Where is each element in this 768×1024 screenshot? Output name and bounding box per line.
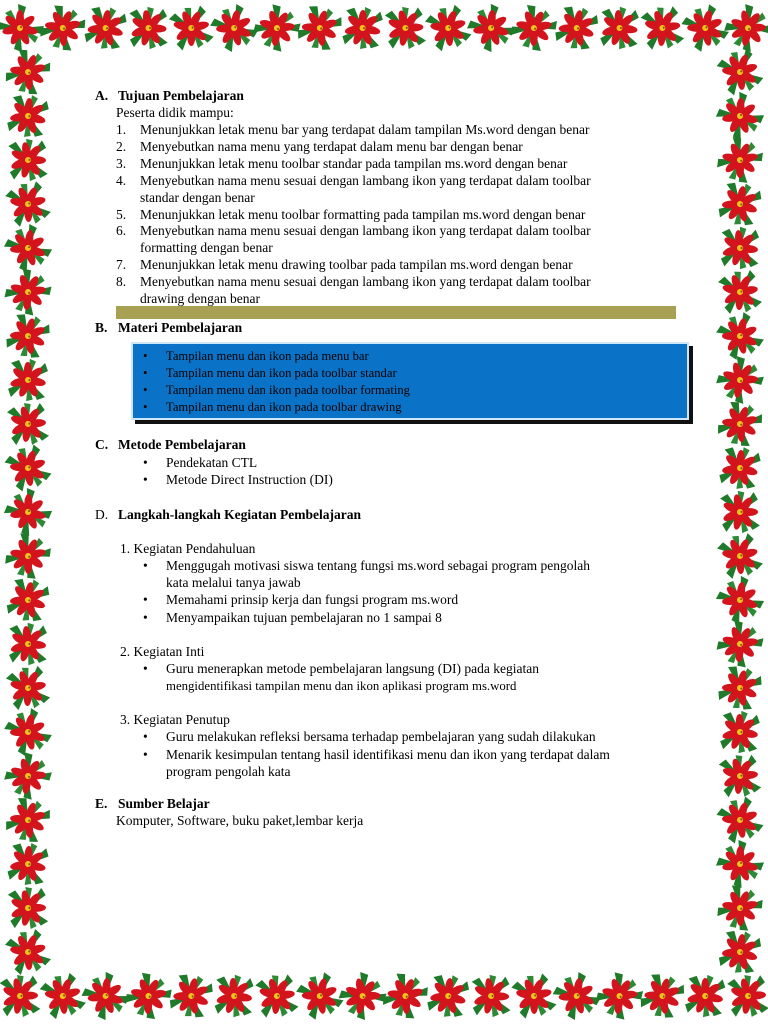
objective-number: 2. [116,138,127,154]
list-item-continued: mengidentifikasi tampilan menu dan ikon aplikasi program ms.word [166,679,517,693]
section-d-letter: D. [95,507,109,522]
objective-text: Menyebutkan nama menu yang terdapat dalam menu bar dengan benar [140,138,523,154]
objective-text-continued: standar dengan benar [140,189,255,205]
objective-text: Menyebutkan nama menu sesuai dengan lambang ikon yang terdapat dalam toolbar [140,274,591,290]
list-item: • Guru menerapkan metode pembelajaran langsung (DI) pada kegiatan [143,661,539,676]
list-item: • Tampilan menu dan ikon pada toolbar standar [143,366,397,380]
section-c-letter: C. [95,437,109,452]
list-item: • Menarik kesimpulan tentang hasil identifikasi menu dan ikon yang terdapat dalam [143,747,610,762]
step-title: 3. Kegiatan Penutup [120,712,230,727]
list-item: • Tampilan menu dan ikon pada menu bar [143,349,369,363]
section-d-title: Langkah-langkah Kegiatan Pembelajaran [118,507,362,522]
section-a-letter: A. [95,88,109,103]
step-title: 1. Kegiatan Pendahuluan [120,541,256,556]
list-item-continued: kata melalui tanya jawab [166,575,301,590]
objective-text-continued: formatting dengan benar [140,240,273,256]
list-item: • Menggugah motivasi siswa tentang fungsi ms.word sebagai program pengolah [143,558,591,573]
list-item: • Guru melakukan refleksi bersama terhadap pembelajaran yang sudah dilakukan [143,729,596,744]
section-c-title: Metode Pembelajaran [118,437,246,452]
objective-number: 7. [116,257,127,273]
section-a-intro: Peserta didik mampu: [116,105,234,120]
list-item: • Metode Direct Instruction (DI) [143,472,333,487]
objective-number: 4. [116,172,127,188]
objective-text: Menunjukkan letak menu bar yang terdapat dalam tampilan Ms.word dengan benar [140,122,590,137]
step-title: 2. Kegiatan Inti [120,644,205,659]
objective-text-continued: drawing dengan benar [140,291,260,306]
objective-number: 3. [116,155,127,171]
objective-text: Menyebutkan nama menu sesuai dengan lambang ikon yang terdapat dalam toolbar [140,223,591,239]
objective-text: Menunjukkan letak menu toolbar standar pada tampilan ms.word dengan benar [140,155,568,171]
section-b-title: Materi Pembelajaran [118,320,243,335]
list-item-continued: program pengolah kata [166,764,291,779]
list-item: • Tampilan menu dan ikon pada toolbar drawing [143,400,402,414]
section-e-text: Komputer, Software, buku paket,lembar kerja [116,813,364,828]
objective-number: 1. [116,122,127,137]
list-item: • Pendekatan CTL [143,455,258,470]
list-item: • Memahami prinsip kerja dan fungsi program ms.word [143,592,459,607]
list-item: • Tampilan menu dan ikon pada toolbar formating [143,383,410,397]
objective-number: 6. [116,223,127,239]
objective-number: 8. [116,274,127,290]
materi-box [131,342,689,420]
objective-text: Menyebutkan nama menu sesuai dengan lambang ikon yang terdapat dalam toolbar [140,172,591,188]
section-e-letter: E. [95,796,108,811]
section-e-title: Sumber Belajar [118,796,210,811]
section-b-letter: B. [95,320,108,335]
objective-text: Menunjukkan letak menu toolbar formatting pada tampilan ms.word dengan benar [140,206,586,222]
olive-divider-bar [116,306,676,319]
objective-text: Menunjukkan letak menu drawing toolbar pada tampilan ms.word dengan benar [140,257,573,273]
section-a-title: Tujuan Pembelajaran [118,88,244,103]
objective-number: 5. [116,206,127,222]
list-item: • Menyampaikan tujuan pembelajaran no 1 sampai 8 [143,610,442,625]
